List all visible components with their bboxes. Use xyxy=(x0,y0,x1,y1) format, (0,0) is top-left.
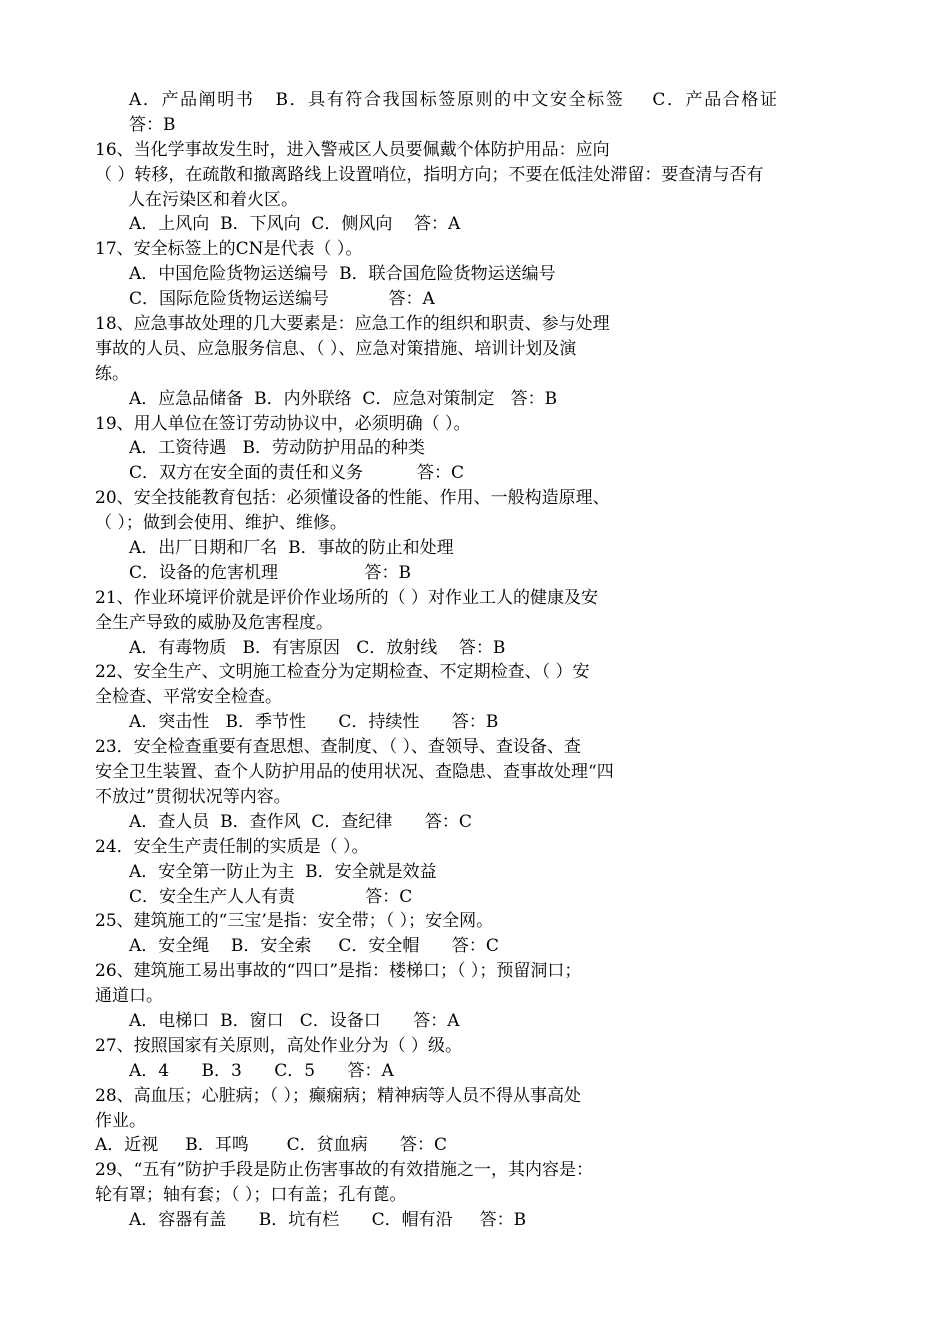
question-16-cont: 人在污染区和着火区。 xyxy=(128,189,298,210)
question-26-cont: 通道口。 xyxy=(95,986,163,1007)
question-21-cont: 全生产导致的威胁及危害程度。 xyxy=(95,612,333,633)
question-22-cont: 全检查、平常安全检查。 xyxy=(95,687,282,708)
answer-options: A．查人员 B．查作风 C．查纪律 答：C xyxy=(129,811,472,832)
question-20-cont: （ ）；做到会使用、维护、维修。 xyxy=(95,513,347,534)
answer-options: A．上风向 B．下风向 C．侧风向 答：A xyxy=(129,214,461,235)
answer-options: A．电梯口 B．窗口 C．设备口 答：A xyxy=(129,1010,460,1031)
question-24: 24．安全生产责任制的实质是（ ）。 xyxy=(95,836,369,857)
answer-options: C．安全生产人人有责 答：C xyxy=(129,886,413,907)
question-18: 18、应急事故处理的几大要素是：应急工作的组织和职责、参与处理 xyxy=(95,314,610,335)
question-17: 17、安全标签上的CN是代表（ ）。 xyxy=(95,239,363,260)
answer-options: A．安全第一防止为主 B．安全就是效益 xyxy=(129,861,437,882)
question-23: 23．安全检查重要有查思想、查制度、（ ）、查领导、查设备、查 xyxy=(95,737,582,758)
answer-options: C．设备的危害机理 答：B xyxy=(129,562,411,583)
answer-options: A．出厂日期和厂名 B．事故的防止和处理 xyxy=(129,538,454,559)
question-18-cont: 练。 xyxy=(95,363,129,384)
question-27: 27、按照国家有关原则，高处作业分为（ ）级。 xyxy=(95,1035,463,1056)
question-22: 22、安全生产、文明施工检查分为定期检查、不定期检查、（ ）安 xyxy=(95,662,590,683)
question-25: 25、建筑施工的“三宝’是指：安全带；（ ）；安全网。 xyxy=(95,911,494,932)
answer-options: C．双方在安全面的责任和义务 答：C xyxy=(129,463,465,484)
answer-key: 答：B xyxy=(129,114,176,135)
answer-options: A．容器有盖 B．坑有栏 C．帽有沿 答：B xyxy=(129,1210,527,1231)
document-page xyxy=(0,88,950,1233)
answer-options: A．有毒物质 B．有害原因 C．放射线 答：B xyxy=(129,637,506,658)
question-19: 19、用人单位在签订劳动协议中，必须明确（ ）。 xyxy=(95,413,471,434)
answer-options: A．安全绳 B．安全索 C．安全帽 答：C xyxy=(129,936,499,957)
answer-options: A．中国危险货物运送编号 B．联合国危险货物运送编号 xyxy=(129,264,556,285)
question-20: 20、安全技能教育包括：必须懂设备的性能、作用、一般构造原理、 xyxy=(95,488,610,509)
question-29-cont: 轮有罩；轴有套；（ ）；口有盖；孔有蓖。 xyxy=(95,1185,407,1206)
answer-options: C．国际危险货物运送编号 答：A xyxy=(129,289,435,310)
question-28-cont: 作业。 xyxy=(95,1110,146,1131)
answer-options: A．应急品储备 B．内外联络 C．应急对策制定 答：B xyxy=(129,388,558,409)
answer-options: A．4 B．3 C．5 答：A xyxy=(129,1060,394,1081)
question-21: 21、作业环境评价就是评价作业场所的（ ）对作业工人的健康及安 xyxy=(95,587,599,608)
answer-options: A．产品阐明书 B．具有符合我国标签原则的中文安全标签 C．产品合格证 xyxy=(129,90,779,110)
answer-options: A．近视 B．耳鸣 C．贫血病 答：C xyxy=(95,1135,448,1156)
question-23-cont: 安全卫生装置、查个人防护用品的使用状况、查隐患、查事故处理“四 xyxy=(95,762,614,783)
question-23-cont: 不放过”贯彻状况等内容。 xyxy=(95,786,291,807)
question-16-cont: （ ）转移，在疏散和撤离路线上设置哨位，指明方向；不要在低洼处滞留：要查清与否有 xyxy=(95,164,764,185)
question-16: 16、当化学事故发生时，进入警戒区人员要佩戴个体防护用品：应向 xyxy=(95,139,610,160)
question-28: 28、高血压；心脏病；（ ）；癫痫病；精神病等人员不得从事高处 xyxy=(95,1085,582,1106)
question-29: 29、“五有”防护手段是防止伤害事故的有效措施之一，其内容是： xyxy=(95,1160,594,1181)
answer-options: A．工资待遇 B．劳动防护用品的种类 xyxy=(129,438,425,459)
answer-options: A．突击性 B．季节性 C．持续性 答：B xyxy=(129,712,499,733)
question-18-cont: 事故的人员、应急服务信息、（ ）、应急对策措施、培训计划及演 xyxy=(95,338,577,359)
question-26: 26、建筑施工易出事故的“四口”是指：楼梯口；（ ）；预留洞口； xyxy=(95,961,582,982)
